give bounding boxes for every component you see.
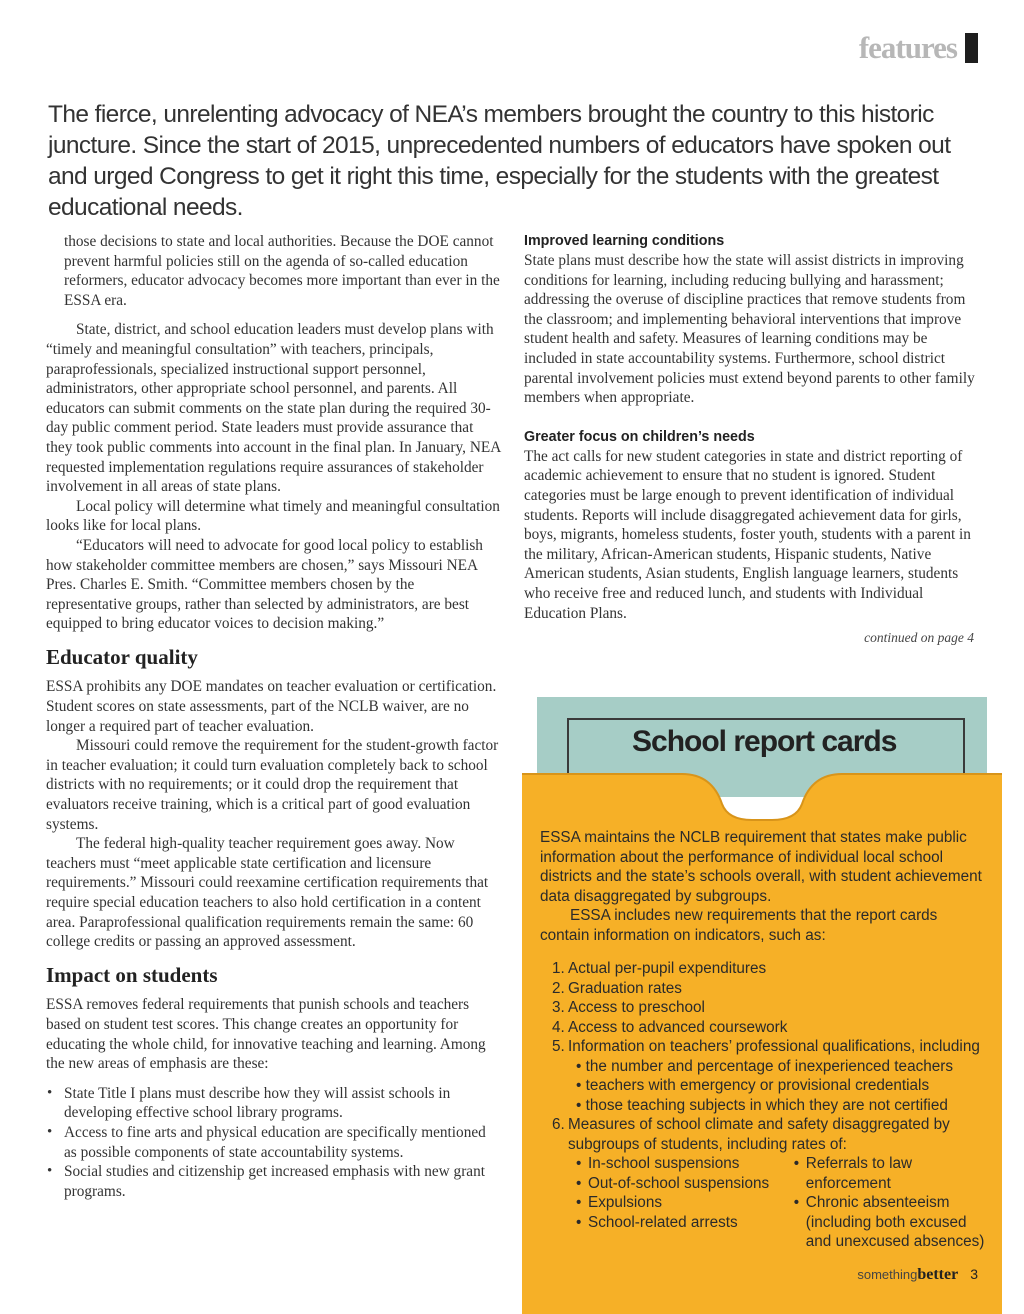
body-paragraph: ESSA includes new requirements that the report cards contain information on indicators, such as:	[540, 907, 938, 944]
report-cards-body	[540, 828, 990, 1252]
rates-list	[568, 1154, 990, 1252]
list-item	[552, 979, 990, 999]
continued-note: continued on page 4	[864, 630, 974, 646]
rate-item: • Expulsions	[576, 1193, 794, 1213]
list-item	[552, 998, 990, 1018]
rate-item: • Referrals to law	[794, 1154, 990, 1174]
sub-item: • teachers with emergency or provisional credentials	[576, 1077, 930, 1094]
page-number: 3	[970, 1266, 978, 1282]
item-text: Access to advanced coursework	[568, 1018, 788, 1036]
item-text: Access to preschool	[568, 999, 705, 1016]
item-text: Graduation rates	[568, 979, 682, 997]
body-paragraph: The act calls for new student categories in state and district reporting of academic achievement to ensure that no student is ignored. Student categories must be large enough to prevent identification of individual students. Reports will include disaggregated achievement data for girls, boys, migrants, homeless students, foster youth, students with a parent in the military, African-American students, Hispanic students, Native American students, Asian students, English language learners, students who receive free and reduced lunch, and students with Individual Education Plans.	[524, 447, 971, 622]
item-number: 3.	[552, 999, 565, 1016]
section-label: features	[858, 30, 957, 65]
sub-item: • the number and percentage of inexperienced teachers	[576, 1057, 953, 1075]
sub-item: • those teaching subjects in which they are not certified	[576, 1096, 948, 1114]
list-item	[552, 1018, 990, 1038]
rate-item: • In-school suspensions	[576, 1154, 794, 1174]
list-item: • State Title I plans must describe how they will assist schools in developing effective school library programs.	[46, 1084, 502, 1123]
right-column	[524, 232, 976, 648]
page-footer	[857, 1266, 978, 1284]
section-bar	[965, 33, 978, 63]
rate-item: • Out-of-school suspensions	[576, 1174, 794, 1194]
item-number: 2.	[552, 979, 565, 997]
rate-item-cont: (including both excused and unexcused absences)	[805, 1213, 985, 1250]
brand-light: something	[857, 1267, 918, 1282]
item-number: 6.	[552, 1116, 565, 1133]
rate-item: • Chronic absenteeism	[794, 1193, 990, 1213]
brand-bold: better	[917, 1266, 959, 1283]
rates-col-1	[576, 1154, 794, 1252]
body-paragraph: Missouri could remove the requirement for the student-growth factor in teacher evaluation; it could turn evaluation completely back to school districts with no requirements; or it could drop the requirement that evaluators receive training, which is a critical part of good evaluation systems.	[46, 737, 499, 833]
item-number: 5.	[552, 1038, 565, 1055]
rate-item: • School-related arrests	[576, 1213, 794, 1233]
educator-quality-heading: Educator quality	[46, 644, 198, 669]
folder-sidebar	[522, 770, 1002, 1314]
list-item: • Social studies and citizenship get increased emphasis with new grant programs.	[46, 1162, 502, 1201]
sub-list	[568, 1057, 990, 1116]
body-paragraph: Local policy will determine what timely and meaningful consultation looks like for local plans.	[46, 497, 500, 535]
rates-col-2	[794, 1154, 990, 1252]
rate-item-cont: enforcement	[805, 1174, 891, 1192]
body-paragraph: “Educators will need to advocate for good local policy to establish how stakeholder committee members are chosen,” says Missouri NEA Pres. Charles E. Smith. “Committee members chosen by the representative groups, rather than selected by administrators, are best equipped to bring educator voices to decision making.”	[46, 536, 483, 633]
item-text: Measures of school climate and safety disaggregated by subgroups of students, including rates of:	[568, 1116, 950, 1153]
left-column	[46, 232, 502, 1201]
item-text: Information on teachers’ professional qualifications, including	[568, 1038, 980, 1055]
section-tag	[859, 30, 978, 66]
list-item	[552, 959, 990, 979]
report-card-title: School report cards	[632, 725, 897, 758]
item-text: Actual per-pupil expenditures	[568, 960, 767, 977]
list-item	[552, 1115, 990, 1252]
list-item	[552, 1037, 990, 1115]
improved-heading: Improved learning conditions	[524, 233, 725, 249]
list-item: • Access to fine arts and physical education are specifically mentioned as possible components of state accountability systems.	[46, 1123, 502, 1162]
body-paragraph: The federal high-quality teacher requirement goes away. Now teachers must “meet applicable state certification and licensure requirements.” Missouri could reexamine certification requirements that require special education teachers to also hold certification in a content area. Paraprofessional qualification requirements remain the same: 60 college credits or passing an approved assessment.	[46, 835, 489, 951]
indicator-list	[540, 959, 990, 1252]
emphasis-list	[46, 1084, 502, 1202]
greater-heading: Greater focus on children’s needs	[524, 428, 755, 445]
body-paragraph: ESSA removes federal requirements that punish schools and teachers based on student test scores. This change creates an opportunity for educating the whole child, for innovative teaching and learning. Among the new areas of emphasis are these:	[46, 996, 486, 1073]
body-paragraph: ESSA maintains the NCLB requirement that states make public information about the performance of individual local school districts and the state’s schools overall, with student achievement data disaggregated by subgroups.	[540, 829, 982, 905]
intro-paragraph: those decisions to state and local authorities. Because the DOE cannot prevent harmful policies still on the agenda of so-called education reformers, educator advocacy becomes more important than ever in the ESSA era.	[64, 233, 500, 309]
item-number: 4.	[552, 1018, 565, 1036]
item-number: 1.	[552, 960, 565, 977]
brand-logo	[857, 1266, 958, 1284]
impact-heading: Impact on students	[46, 962, 218, 987]
body-paragraph: State plans must describe how the state will assist districts in improving conditions for learning, including reducing bullying and harassment; addressing the overuse of discipline practices that remove students from the classroom; and implementing behavioral interventions that improve student health and safety. Measures of learning conditions may be included in state accountability systems. Furthermore, school district parental involvement policies must extend beyond parents to other family members when appropriate.	[524, 252, 975, 407]
body-paragraph: ESSA prohibits any DOE mandates on teacher evaluation or certification. Student scores on state assessments, part of the NCLB waiver, are no longer a required part of teacher evaluation.	[46, 678, 497, 735]
body-paragraph: State, district, and school education leaders must develop plans with “timely and meaningful consultation” with teachers, principals, paraprofessionals, specialized instructional support personnel, administrators, other appropriate school personnel, and parents. All educators can submit comments on the state plan during the required 30-day public comment period. State leaders must provide assurance that they took public comments into account in the final plan. In January, NEA requested implementation regulations require assurances of stakeholder involvement in all areas of state plans.	[46, 321, 501, 496]
lead-paragraph: The fierce, unrelenting advocacy of NEA’s members brought the country to this historic juncture. Since the start of 2015, unprecedented numbers of educators have spoken out and urged Congress to get it right this time, especially for the students with the greatest educational needs.	[48, 101, 951, 221]
